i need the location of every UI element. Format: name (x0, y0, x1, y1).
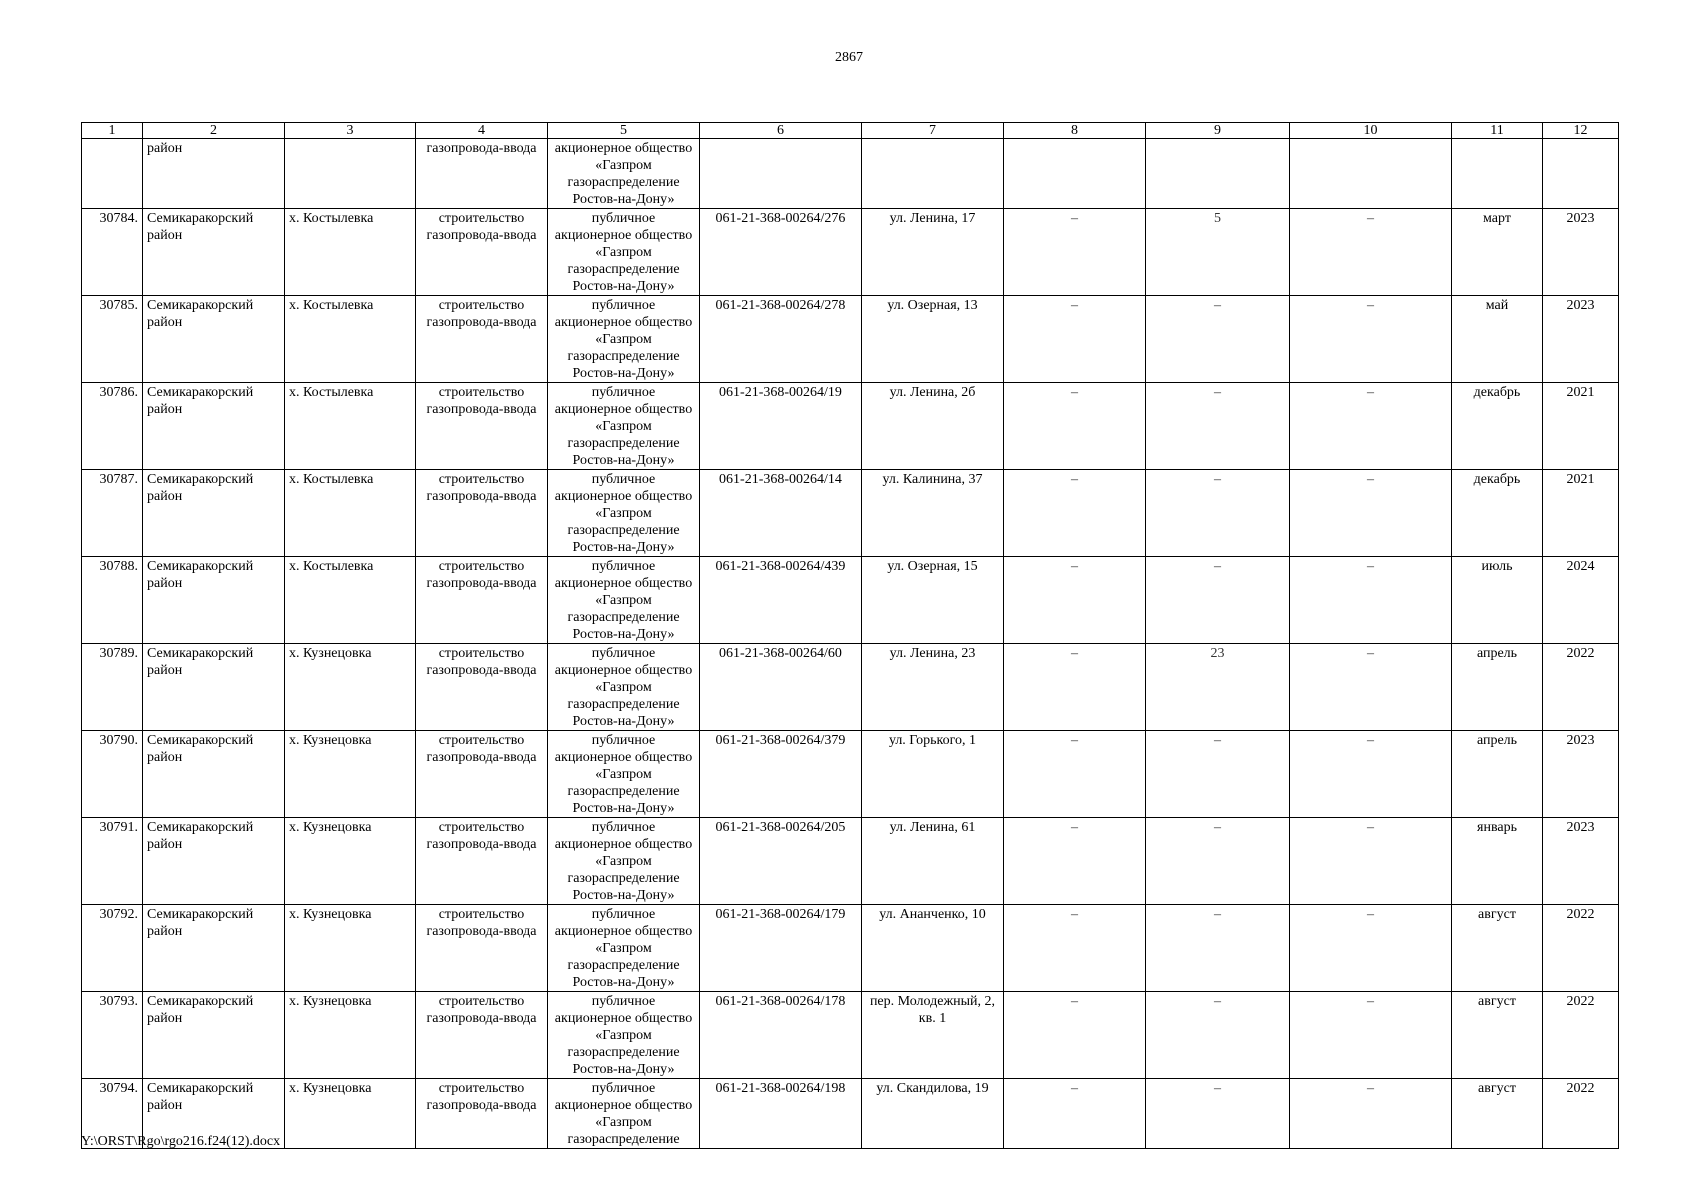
cell-work: газопровода-ввода (416, 139, 548, 209)
cell-district: Семикаракорский район (143, 470, 285, 557)
cell-month: август (1452, 1079, 1543, 1149)
table-row-continued (82, 139, 1619, 209)
cell-col9: 5 (1146, 209, 1290, 296)
cell-month: декабрь (1452, 383, 1543, 470)
cell-col8: – (1004, 209, 1146, 296)
cell-code: 061-21-368-00264/379 (700, 731, 862, 818)
cell-district: Семикаракорский район (143, 1079, 285, 1149)
cell-settlement: х. Кузнецовка (285, 1079, 416, 1149)
cell-code: 061-21-368-00264/276 (700, 209, 862, 296)
cell-organization: публичное акционерное общество «Газпром газораспределение Ростов-на-Дону» (548, 905, 700, 992)
column-number: 2 (143, 123, 285, 139)
cell-district: Семикаракорский район (143, 209, 285, 296)
cell-address: пер. Молодежный, 2, кв. 1 (862, 992, 1004, 1079)
cell-settlement: х. Кузнецовка (285, 818, 416, 905)
cell-col9: – (1146, 470, 1290, 557)
cell-col9: – (1146, 296, 1290, 383)
table-row (82, 383, 1619, 470)
cell-col10: – (1290, 470, 1452, 557)
column-number: 8 (1004, 123, 1146, 139)
cell-col8: – (1004, 644, 1146, 731)
cell-number: 30785. (82, 296, 143, 383)
cell-number: 30794. (82, 1079, 143, 1149)
cell-organization: публичное акционерное общество «Газпром газораспределение Ростов-на-Дону» (548, 470, 700, 557)
cell-work: строительство газопровода-ввода (416, 905, 548, 992)
cell-settlement: х. Костылевка (285, 383, 416, 470)
cell-address: ул. Ленина, 61 (862, 818, 1004, 905)
cell-code: 061-21-368-00264/60 (700, 644, 862, 731)
cell-col10: – (1290, 905, 1452, 992)
cell-col10: – (1290, 383, 1452, 470)
cell-col8: – (1004, 818, 1146, 905)
cell-number: 30790. (82, 731, 143, 818)
cell-address: ул. Скандилова, 19 (862, 1079, 1004, 1149)
column-number-row (82, 123, 1619, 139)
cell-code (700, 139, 862, 209)
cell-organization: публичное акционерное общество «Газпром газораспределение Ростов-на-Дону» (548, 557, 700, 644)
cell-col8: – (1004, 557, 1146, 644)
cell-year: 2022 (1543, 992, 1619, 1079)
table-row (82, 470, 1619, 557)
cell-col8: – (1004, 470, 1146, 557)
cell-address: ул. Ленина, 17 (862, 209, 1004, 296)
column-number: 9 (1146, 123, 1290, 139)
cell-col8: – (1004, 1079, 1146, 1149)
cell-number: 30791. (82, 818, 143, 905)
cell-code: 061-21-368-00264/19 (700, 383, 862, 470)
cell-work: строительство газопровода-ввода (416, 992, 548, 1079)
cell-month: август (1452, 992, 1543, 1079)
cell-year: 2021 (1543, 383, 1619, 470)
table-row (82, 644, 1619, 731)
cell-district: Семикаракорский район (143, 557, 285, 644)
cell-organization: публичное акционерное общество «Газпром газораспределение Ростов-на-Дону» (548, 731, 700, 818)
cell-address: ул. Озерная, 13 (862, 296, 1004, 383)
cell-year: 2022 (1543, 1079, 1619, 1149)
table-row (82, 992, 1619, 1079)
column-number: 3 (285, 123, 416, 139)
cell-code: 061-21-368-00264/278 (700, 296, 862, 383)
cell-number (82, 139, 143, 209)
cell-work: строительство газопровода-ввода (416, 731, 548, 818)
cell-col8: – (1004, 383, 1146, 470)
cell-settlement: х. Кузнецовка (285, 731, 416, 818)
cell-code: 061-21-368-00264/179 (700, 905, 862, 992)
cell-number: 30793. (82, 992, 143, 1079)
cell-settlement: х. Костылевка (285, 296, 416, 383)
cell-code: 061-21-368-00264/439 (700, 557, 862, 644)
cell-code: 061-21-368-00264/178 (700, 992, 862, 1079)
cell-district: Семикаракорский район (143, 905, 285, 992)
cell-organization: публичное акционерное общество «Газпром газораспределение Ростов-на-Дону» (548, 992, 700, 1079)
cell-year: 2022 (1543, 905, 1619, 992)
data-table (81, 122, 1619, 1149)
cell-number: 30786. (82, 383, 143, 470)
cell-year: 2021 (1543, 470, 1619, 557)
cell-work: строительство газопровода-ввода (416, 818, 548, 905)
cell-col9: – (1146, 905, 1290, 992)
cell-month: апрель (1452, 644, 1543, 731)
cell-col10 (1290, 139, 1452, 209)
cell-col9: – (1146, 992, 1290, 1079)
cell-col10: – (1290, 296, 1452, 383)
cell-col10: – (1290, 644, 1452, 731)
cell-number: 30789. (82, 644, 143, 731)
cell-district: Семикаракорский район (143, 818, 285, 905)
cell-district: Семикаракорский район (143, 383, 285, 470)
cell-month: июль (1452, 557, 1543, 644)
column-number: 6 (700, 123, 862, 139)
column-number: 10 (1290, 123, 1452, 139)
cell-address: ул. Горького, 1 (862, 731, 1004, 818)
cell-number: 30792. (82, 905, 143, 992)
table-row (82, 557, 1619, 644)
cell-col9 (1146, 139, 1290, 209)
cell-year: 2023 (1543, 209, 1619, 296)
cell-col9: – (1146, 731, 1290, 818)
cell-settlement: х. Костылевка (285, 557, 416, 644)
cell-month: август (1452, 905, 1543, 992)
cell-work: строительство газопровода-ввода (416, 557, 548, 644)
cell-work: строительство газопровода-ввода (416, 470, 548, 557)
cell-col9: – (1146, 1079, 1290, 1149)
table-body (82, 123, 1619, 1149)
cell-col9: 23 (1146, 644, 1290, 731)
cell-district: Семикаракорский район (143, 731, 285, 818)
cell-month: март (1452, 209, 1543, 296)
cell-year: 2022 (1543, 644, 1619, 731)
cell-month: декабрь (1452, 470, 1543, 557)
column-number: 4 (416, 123, 548, 139)
cell-organization: акционерное общество «Газпром газораспределение Ростов-на-Дону» (548, 139, 700, 209)
cell-year: 2023 (1543, 731, 1619, 818)
cell-address: ул. Ленина, 23 (862, 644, 1004, 731)
cell-settlement: х. Кузнецовка (285, 905, 416, 992)
cell-col8 (1004, 139, 1146, 209)
table-row (82, 1079, 1619, 1149)
cell-settlement: х. Кузнецовка (285, 644, 416, 731)
cell-month (1452, 139, 1543, 209)
cell-settlement: х. Костылевка (285, 470, 416, 557)
column-number: 12 (1543, 123, 1619, 139)
table-row (82, 731, 1619, 818)
cell-year: 2024 (1543, 557, 1619, 644)
cell-year: 2023 (1543, 818, 1619, 905)
cell-code: 061-21-368-00264/205 (700, 818, 862, 905)
cell-organization: публичное акционерное общество «Газпром газораспределение Ростов-на-Дону» (548, 818, 700, 905)
cell-organization: публичное акционерное общество «Газпром газораспределение Ростов-на-Дону» (548, 296, 700, 383)
cell-address: ул. Озерная, 15 (862, 557, 1004, 644)
cell-col10: – (1290, 818, 1452, 905)
cell-address: ул. Ананченко, 10 (862, 905, 1004, 992)
cell-col8: – (1004, 296, 1146, 383)
cell-settlement: х. Костылевка (285, 209, 416, 296)
cell-col9: – (1146, 557, 1290, 644)
cell-work: строительство газопровода-ввода (416, 296, 548, 383)
cell-number: 30787. (82, 470, 143, 557)
cell-settlement: х. Кузнецовка (285, 992, 416, 1079)
cell-work: строительство газопровода-ввода (416, 644, 548, 731)
cell-district: район (143, 139, 285, 209)
cell-month: апрель (1452, 731, 1543, 818)
cell-year: 2023 (1543, 296, 1619, 383)
cell-district: Семикаракорский район (143, 992, 285, 1079)
cell-col8: – (1004, 905, 1146, 992)
cell-col8: – (1004, 992, 1146, 1079)
cell-col9: – (1146, 818, 1290, 905)
cell-col8: – (1004, 731, 1146, 818)
table-row (82, 296, 1619, 383)
cell-organization: публичное акционерное общество «Газпром газораспределение (548, 1079, 700, 1149)
cell-col10: – (1290, 1079, 1452, 1149)
table-row (82, 209, 1619, 296)
file-path: Y:\ORST\Rgo\rgo216.f24(12).docx (81, 1134, 281, 1149)
cell-col10: – (1290, 557, 1452, 644)
column-number: 5 (548, 123, 700, 139)
cell-district: Семикаракорский район (143, 644, 285, 731)
table-row (82, 818, 1619, 905)
cell-work: строительство газопровода-ввода (416, 209, 548, 296)
cell-address: ул. Ленина, 2б (862, 383, 1004, 470)
cell-address: ул. Калинина, 37 (862, 470, 1004, 557)
cell-number: 30784. (82, 209, 143, 296)
cell-work: строительство газопровода-ввода (416, 1079, 548, 1149)
column-number: 11 (1452, 123, 1543, 139)
page-number: 2867 (835, 50, 863, 65)
cell-month: май (1452, 296, 1543, 383)
cell-month: январь (1452, 818, 1543, 905)
cell-year (1543, 139, 1619, 209)
cell-col9: – (1146, 383, 1290, 470)
column-number: 7 (862, 123, 1004, 139)
cell-work: строительство газопровода-ввода (416, 383, 548, 470)
cell-number: 30788. (82, 557, 143, 644)
column-number: 1 (82, 123, 143, 139)
cell-col10: – (1290, 209, 1452, 296)
cell-organization: публичное акционерное общество «Газпром газораспределение Ростов-на-Дону» (548, 644, 700, 731)
cell-code: 061-21-368-00264/14 (700, 470, 862, 557)
cell-settlement (285, 139, 416, 209)
cell-col10: – (1290, 992, 1452, 1079)
table-row (82, 905, 1619, 992)
cell-organization: публичное акционерное общество «Газпром газораспределение Ростов-на-Дону» (548, 209, 700, 296)
cell-col10: – (1290, 731, 1452, 818)
cell-organization: публичное акционерное общество «Газпром газораспределение Ростов-на-Дону» (548, 383, 700, 470)
cell-address (862, 139, 1004, 209)
cell-district: Семикаракорский район (143, 296, 285, 383)
cell-code: 061-21-368-00264/198 (700, 1079, 862, 1149)
